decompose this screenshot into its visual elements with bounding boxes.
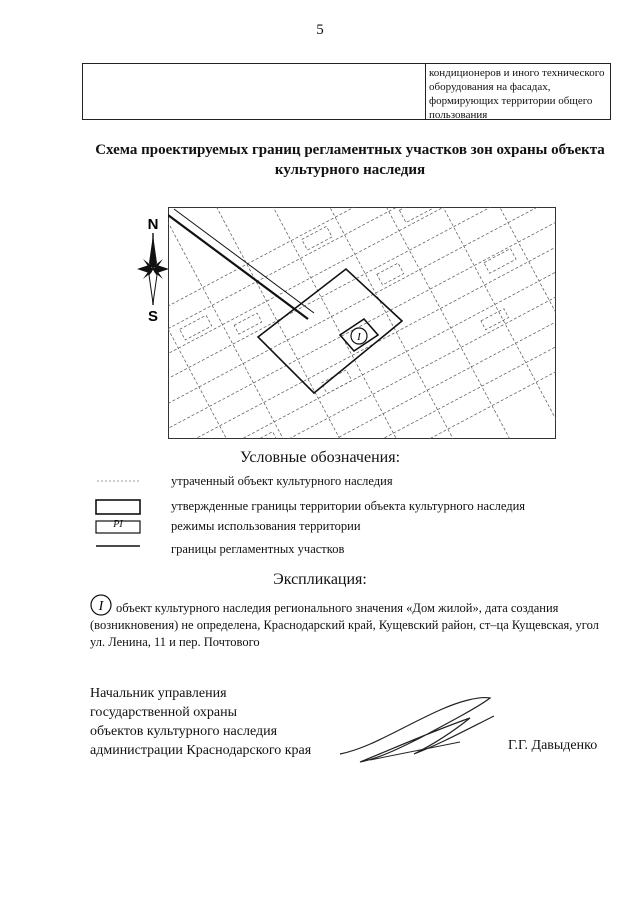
legend-title: Условные обозначения: — [239, 449, 401, 466]
legend-label: утраченный объект культурного наследия — [171, 474, 393, 488]
position-line-3: объектов культурного наследия — [90, 724, 278, 739]
legend-item-usage-mode — [95, 518, 615, 540]
heritage-object-marker-label: I — [357, 331, 361, 343]
lost-object-symbol-icon — [95, 473, 141, 491]
handwritten-signature — [330, 688, 500, 768]
title-line-1: Схема проектируемых границ регламентных участков зон охраны объекта — [95, 142, 605, 158]
compass-rose-icon — [135, 213, 171, 325]
legend-label: утвержденные границы территории объекта культурного наследия — [171, 499, 526, 513]
table-divider — [425, 64, 426, 119]
legend-item-lost-object — [95, 473, 615, 495]
title-line-2: культурного наследия — [274, 162, 426, 178]
legend-item-regulatory-boundary — [95, 541, 615, 563]
territory-boundary-symbol-icon — [95, 498, 141, 516]
scheme-title — [80, 140, 620, 180]
usage-mode-symbol-label: PI — [113, 519, 123, 530]
heritage-object-marker-icon — [90, 594, 112, 616]
cadastral-map — [168, 207, 556, 439]
page-number: 5 — [316, 22, 324, 38]
position-line-1: Начальник управления — [90, 686, 227, 701]
legend-label: границы регламентных участков — [171, 542, 345, 556]
position-line-2: государственной охраны — [90, 705, 238, 720]
legend-label: режимы использования территории — [171, 519, 361, 533]
continuation-table — [82, 63, 611, 120]
position-line-4: администрации Краснодарского края — [90, 743, 312, 758]
signer-name: Г.Г. Давыденко — [508, 738, 598, 753]
table-cell-text: кондиционеров и иного технического оборудования на фасадах, формирующих территории общего пользования — [429, 67, 605, 121]
compass-south-label: S — [147, 308, 159, 325]
legend-item-territory-boundary — [95, 498, 615, 520]
explication-text: объект культурного наследия регионального значения «Дом жилой», дата создания (возникновения) не определена, Краснодарский край, Кущевский район, ст–ца Кущевская, угол ул. Ленина, 11 и пер. Почтового — [90, 601, 599, 649]
signature-block — [90, 684, 311, 760]
explication-marker-label: I — [98, 599, 104, 614]
explication-title: Экспликация: — [273, 571, 367, 588]
compass-north-label: N — [147, 216, 159, 233]
explication-text-block — [90, 594, 610, 651]
regulatory-boundary-symbol-icon — [95, 541, 141, 559]
